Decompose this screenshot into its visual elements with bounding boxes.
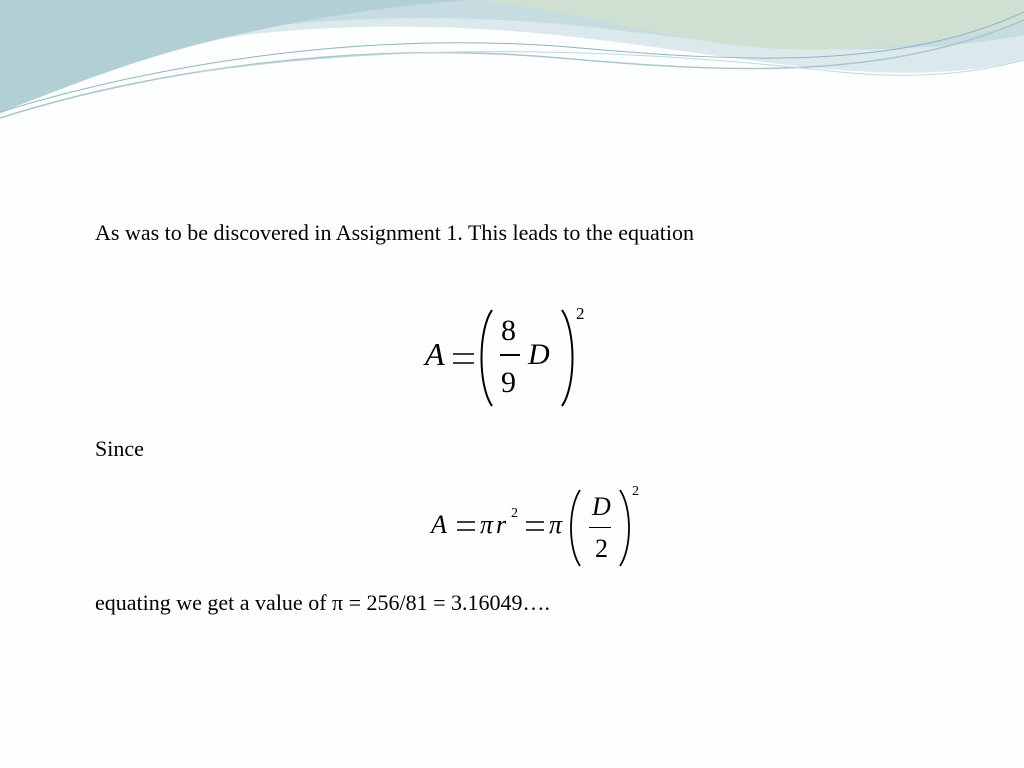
- intro-text: As was to be discovered in Assignment 1. This leads to the equation: [95, 220, 695, 245]
- equation2-r: r: [496, 510, 507, 539]
- equation2-lhs: A: [431, 510, 447, 539]
- equation1-fraction-bar: [500, 354, 520, 356]
- header-wave-decoration: [0, 0, 1024, 130]
- equation2-numerator: D: [592, 492, 611, 521]
- equation2-r-exponent: 2: [511, 506, 518, 521]
- equation2-fraction-bar: [589, 527, 611, 528]
- equation2-denominator: 2: [595, 534, 608, 563]
- equation2-symbols: [425, 482, 655, 572]
- conclusion-text: equating we get a value of π = 256/81 = 3.16049….: [95, 590, 551, 615]
- equation1-numerator: 8: [501, 314, 516, 347]
- equation1-variable: D: [528, 338, 550, 371]
- since-text: Since: [95, 436, 144, 461]
- equation-area-pi-r-squared: [425, 482, 655, 572]
- equation2-pi-second: π: [549, 510, 563, 539]
- equation2-pi-first: π: [480, 510, 494, 539]
- equation2-exponent: 2: [632, 484, 639, 499]
- equation1-denominator: 9: [501, 366, 516, 399]
- equation1-lhs: A: [425, 336, 445, 372]
- equation1-exponent: 2: [576, 304, 585, 323]
- equation-area-eight-ninths-d-squared: [420, 300, 600, 412]
